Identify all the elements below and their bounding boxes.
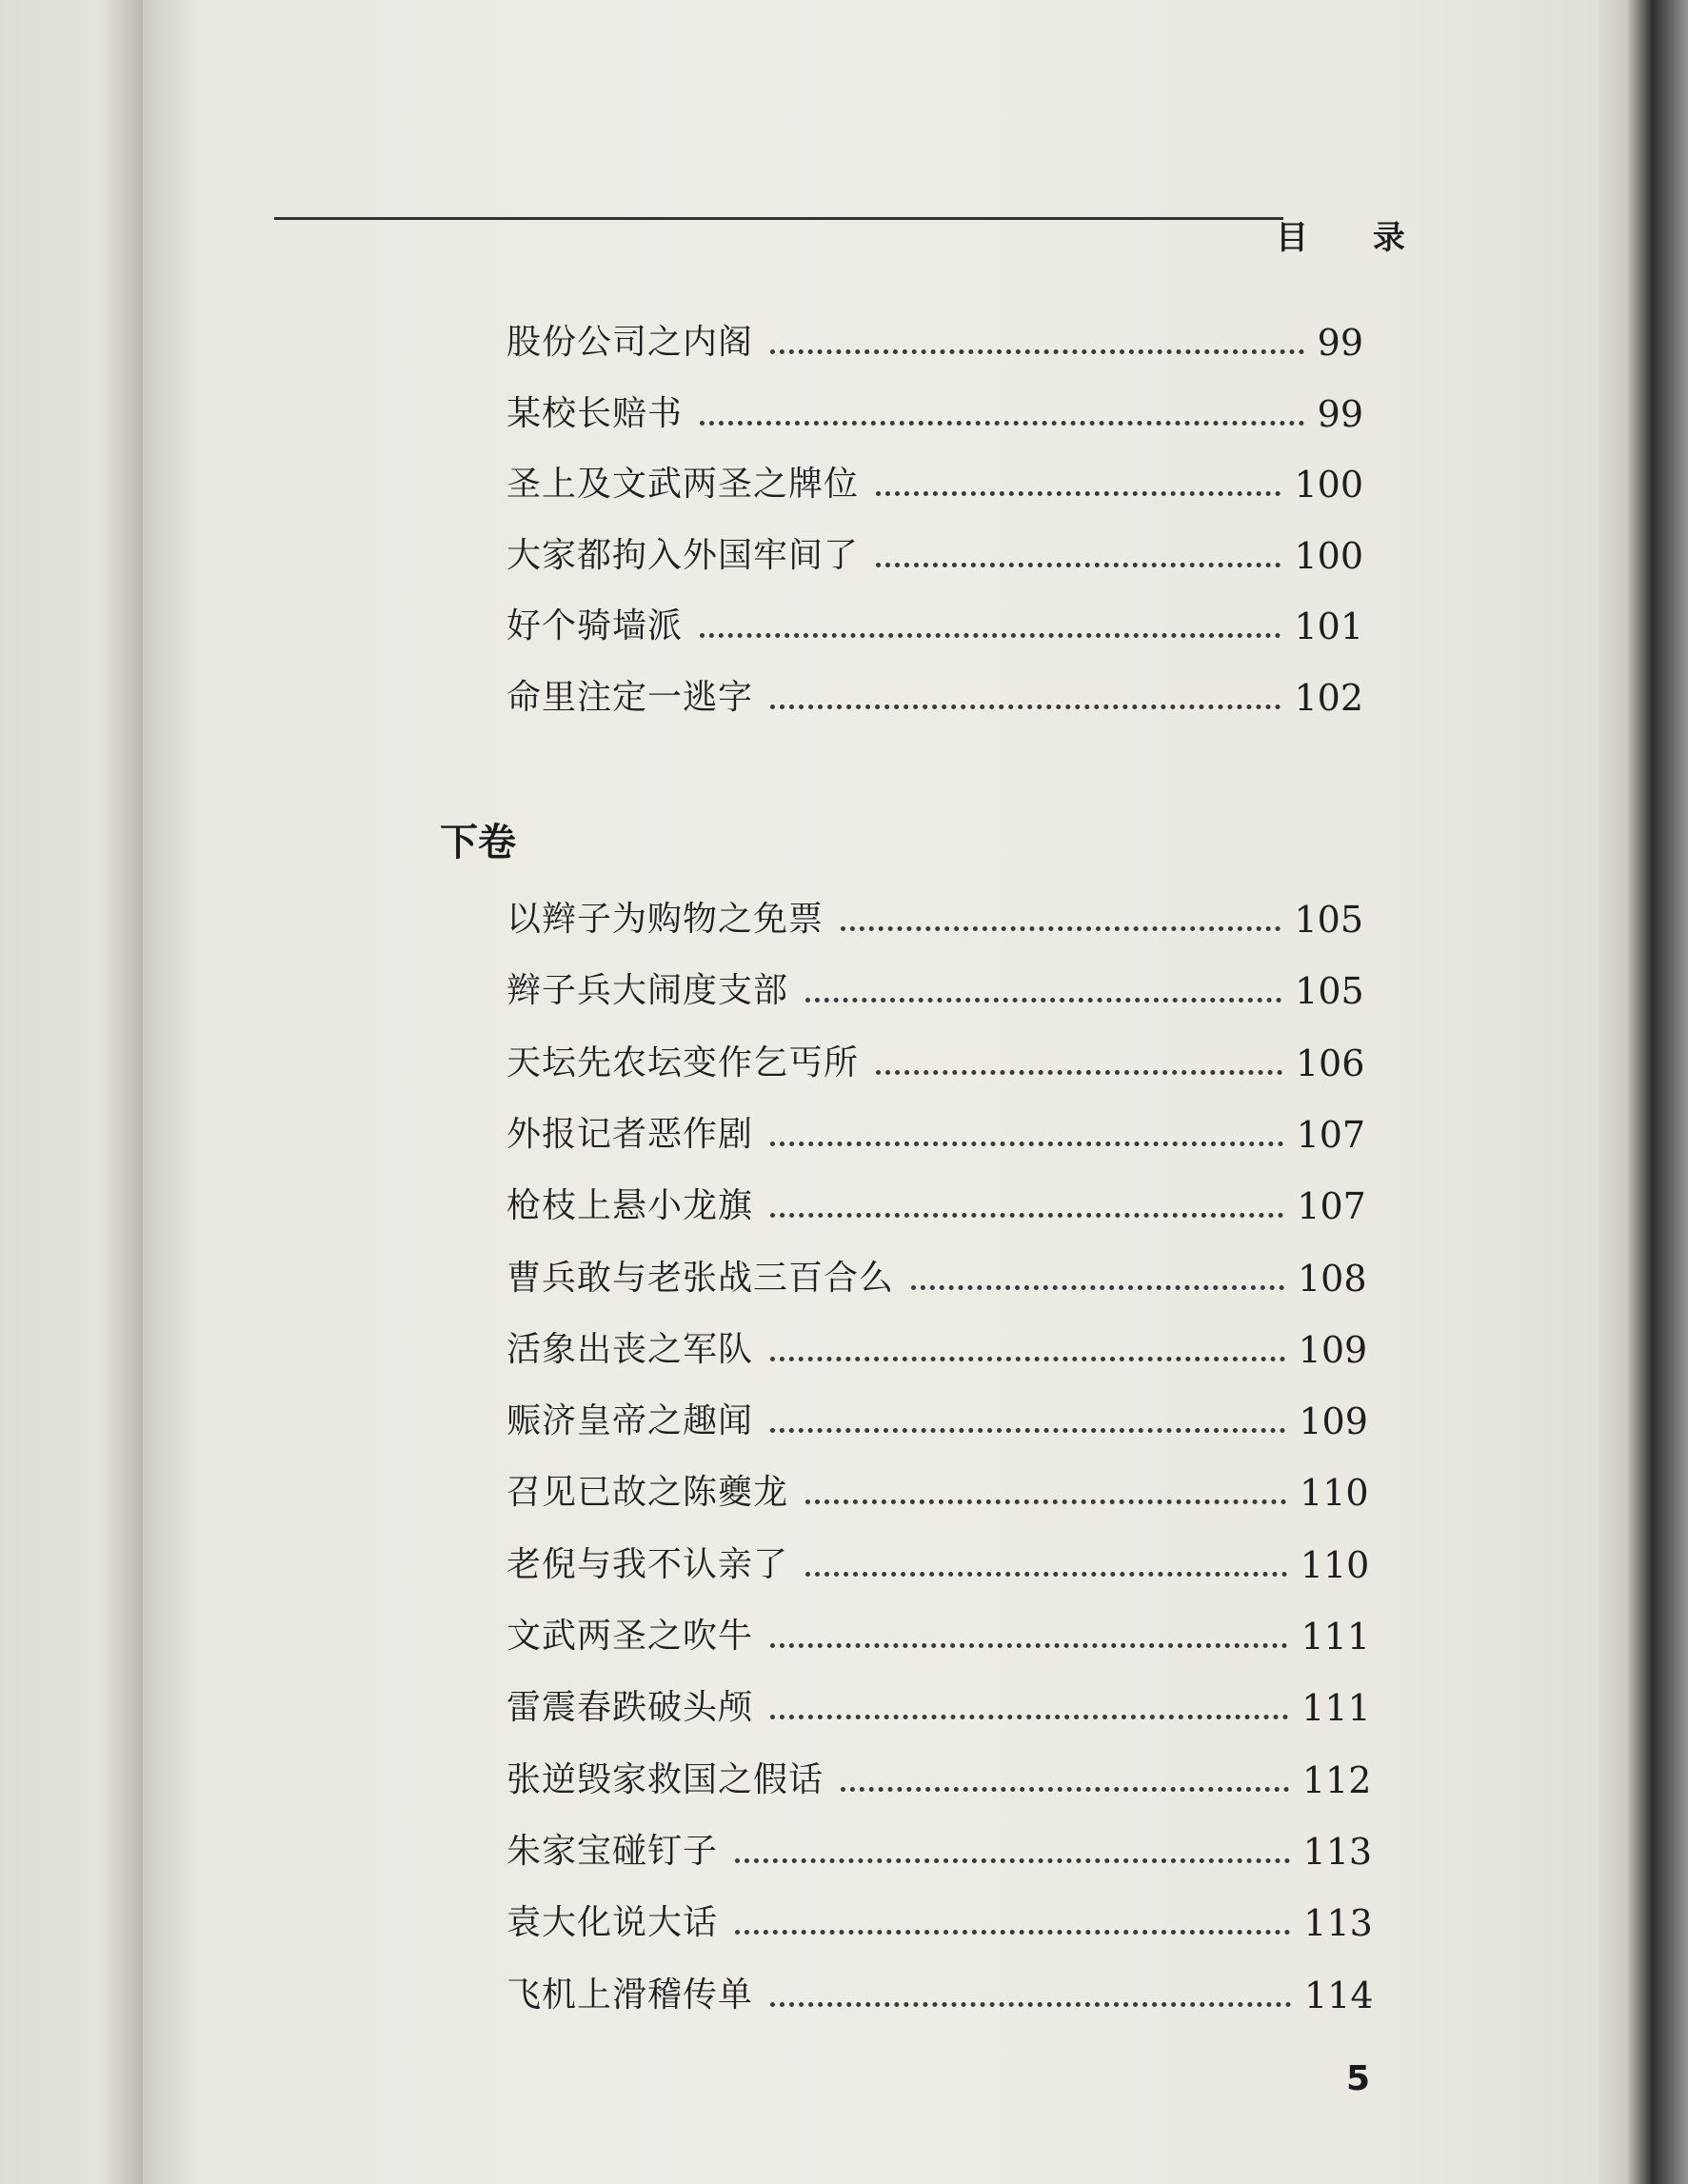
toc-entry [506, 1604, 1370, 1658]
toc-entry-title: 某校长赔书 [506, 393, 684, 433]
toc-entry-title: 张逆毁家救国之假话 [506, 1759, 824, 1799]
toc-entry-page: 111 [1301, 1616, 1370, 1658]
dot-leader [805, 1499, 1286, 1504]
page-edge-shadow [1599, 0, 1688, 2184]
dot-leader [805, 998, 1281, 1003]
toc-entry [506, 1891, 1373, 1944]
toc-entry-title: 雷震春跌破头颅 [506, 1688, 754, 1728]
toc-entry [506, 382, 1363, 435]
toc-entry-title: 以辫子为购物之免票 [506, 900, 824, 939]
toc-entry [506, 1460, 1369, 1514]
toc-entry-page: 109 [1299, 1400, 1368, 1443]
toc-entry-title: 老倪与我不认亲了 [506, 1544, 789, 1584]
toc-entry-title: 外报记者恶作剧 [506, 1114, 754, 1154]
dot-leader [770, 2002, 1291, 2007]
toc-entry [506, 887, 1363, 941]
toc-entry-title: 好个骑墙派 [506, 606, 684, 645]
dot-leader [841, 926, 1281, 931]
dot-leader [770, 349, 1304, 354]
toc-entry-page: 113 [1303, 1902, 1373, 1945]
dot-leader [735, 1930, 1290, 1935]
running-header-title: 目 录 [1276, 219, 1432, 257]
toc-entry-title: 赈济皇帝之趣闻 [506, 1401, 754, 1441]
toc-entry-title: 辫子兵大闹度支部 [506, 971, 789, 1011]
toc-entry-title: 召见已故之陈夔龙 [506, 1473, 789, 1513]
previous-page-edge [0, 0, 143, 2184]
toc-entry-page: 102 [1294, 676, 1363, 719]
page-number: 5 [1346, 2059, 1371, 2098]
dot-leader [770, 705, 1281, 709]
toc-entry [506, 310, 1363, 364]
toc-entry [506, 665, 1363, 719]
dot-leader [700, 633, 1281, 638]
dot-leader [770, 1715, 1288, 1719]
toc-entry [506, 1246, 1367, 1300]
toc-entry [506, 594, 1363, 647]
dot-leader [876, 491, 1281, 496]
toc-entry-page: 99 [1317, 392, 1363, 435]
toc-entry-page: 99 [1317, 322, 1363, 364]
dot-leader [770, 1428, 1285, 1433]
toc-entry [506, 1533, 1369, 1586]
toc-entry-page: 110 [1300, 1472, 1369, 1515]
toc-entry-title: 朱家宝碰钉子 [506, 1831, 719, 1871]
toc-entry [506, 1676, 1371, 1729]
toc-entry-page: 107 [1296, 1113, 1366, 1156]
toc-entry-title: 枪枝上悬小龙旗 [506, 1186, 754, 1226]
dot-leader [770, 1213, 1283, 1218]
section-heading: 下卷 [440, 821, 516, 864]
dot-leader [876, 563, 1281, 567]
toc-entry-title: 袁大化说大话 [506, 1903, 719, 1943]
dot-leader [700, 421, 1304, 426]
toc-entry-title: 命里注定一逃字 [506, 677, 754, 717]
header-rule [274, 217, 1283, 220]
toc-entry-title: 文武两圣之吹牛 [506, 1617, 754, 1656]
toc-entry-page: 111 [1301, 1687, 1371, 1730]
toc-entry-page: 110 [1300, 1543, 1370, 1586]
toc-entry [506, 1174, 1366, 1227]
toc-entry [506, 1031, 1364, 1084]
toc-entry [506, 1819, 1372, 1873]
toc-entry-title: 飞机上滑稽传单 [506, 1975, 754, 2015]
toc-entry-page: 100 [1294, 464, 1363, 506]
toc-entry-title: 大家都拘入外国牢间了 [506, 535, 860, 575]
toc-entry [506, 1748, 1371, 1801]
toc-entry [506, 1963, 1374, 2016]
toc-entry [506, 1389, 1368, 1442]
toc-entry [506, 1102, 1365, 1156]
dot-leader [770, 1643, 1287, 1648]
toc-entry [506, 452, 1363, 506]
toc-entry-page: 106 [1295, 1042, 1365, 1084]
toc-entry-page: 109 [1298, 1328, 1368, 1371]
toc-entry-page: 101 [1294, 606, 1363, 647]
toc-entry-title: 活象出丧之军队 [506, 1329, 754, 1369]
toc-entry-page: 100 [1294, 534, 1363, 577]
dot-leader [735, 1858, 1290, 1863]
toc-entry-page: 105 [1294, 899, 1363, 941]
toc-entry [506, 1318, 1367, 1371]
toc-entry-page: 107 [1297, 1185, 1366, 1228]
dot-leader [876, 1070, 1282, 1075]
dot-leader [911, 1285, 1284, 1290]
dot-leader [841, 1787, 1289, 1792]
toc-entry-page: 108 [1297, 1257, 1367, 1300]
toc-entry-page: 112 [1301, 1758, 1372, 1801]
toc-entry-title: 天坛先农坛变作乞丐所 [506, 1042, 860, 1082]
toc-entry [506, 524, 1363, 577]
dot-leader [805, 1572, 1287, 1577]
toc-entry [506, 959, 1364, 1012]
dot-leader [770, 1142, 1283, 1146]
dot-leader [770, 1357, 1285, 1361]
toc-entry-title: 股份公司之内阁 [506, 323, 754, 362]
toc-entry-page: 114 [1303, 1974, 1374, 2016]
toc-entry-page: 105 [1295, 970, 1364, 1013]
toc-entry-page: 113 [1302, 1830, 1373, 1873]
toc-entry-title: 曹兵敢与老张战三百合么 [506, 1258, 895, 1298]
toc-entry-title: 圣上及文武两圣之牌位 [506, 465, 860, 504]
